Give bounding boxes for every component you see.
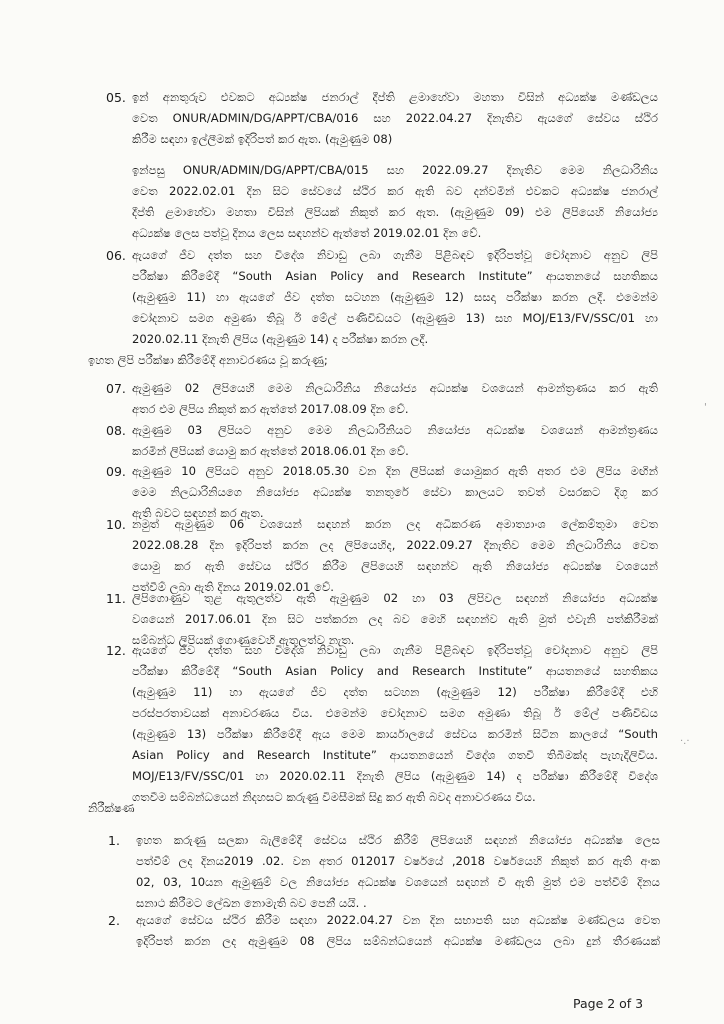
text-line: වෙත 2022.02.01 දින සිට සේවයේ ස්ථිර කර ඇති බව දන්වමින් එවකට අධ්‍යක්ෂ ජනරාල්: [132, 184, 658, 198]
paragraph-12: [98, 640, 658, 808]
findings-intro: ඉහත ලිපි පරීක්ෂා කිරීමේදී අනාවරණය වූ කරුණු;: [88, 353, 328, 367]
text-line: අතර එම ලිපිය නිකුත් කර ඇත්තේ 2017.08.09 දින වේ.: [132, 402, 409, 416]
text-line: වෙත ONUR/ADMIN/DG/APPT/CBA/016 සහ 2022.04.27 දිනැතිව ඇයගේ සේවය ස්ථිර: [132, 111, 658, 125]
paragraph-08: [98, 420, 658, 462]
observation-number: 1.: [108, 833, 120, 848]
page-number: Page 2 of 3: [573, 996, 644, 1011]
observation-2: [98, 910, 660, 952]
text-line: පත්වීම් ලබා ඇති දිනය 2019.02.01 වේ.: [132, 580, 334, 594]
text-line: කිරීම සඳහා ඉල්ලීමක් ඉදිරිපත් කර ඇත. (ඇමුණුම 08): [132, 132, 393, 146]
paragraph-05: [98, 87, 658, 244]
text-line: ඇමුණුම 10 ලිපියට අනුව 2018.05.30 වන දින ලිපියක් යොමුකර ඇති අතර එම ලිපිය මඟින්: [132, 464, 658, 478]
text-line: පරස්පරතාවයක් අනාවරණය විය. එමෙන්ම චෝදනාව සමග අමුණා තිබූ ඊ මේල් පණිවිඩය: [132, 706, 658, 720]
observation-1: [98, 830, 660, 914]
text-line: දීප්ති ළමාහේවා මහතා විසින් ලිපියක් නිකුත් කර ඇත. (ඇමුණුම 09) එම ලිපියෙහි නියෝජ්‍ය: [132, 205, 658, 219]
text-line: කරමින් ලිපියක් යොමු කර ඇත්තේ 2018.06.01 දින වේ.: [132, 444, 409, 458]
paragraph-07: [98, 378, 658, 420]
paragraph-06: [98, 245, 658, 350]
scan-mark: ·.·: [680, 736, 690, 747]
paragraph-number: 06.: [106, 248, 126, 263]
text-line: සනාථ කිරීමට ලේඛන නොමැති බව පෙනී යයි. .: [136, 896, 367, 910]
text-line: 02, 03, 10යන ඇමුණුම් වල නියෝජ්‍ය අධ්‍යක්ෂ වශයෙන් සඳහන් වී ඇති මුත් එම පත්වීම් දිනය: [136, 875, 660, 889]
paragraph-number: 11.: [106, 591, 126, 606]
paragraph-10: [98, 514, 658, 598]
paragraph-number: 07.: [106, 381, 126, 396]
text-line: ලිපිගොණුව තුළ ඇතුලත්ව ඇති ඇමුණුම 02 හා 03 ලිපිවල සඳහන් නියෝජ්‍ය අධ්‍යක්ෂ: [132, 591, 658, 605]
paragraph-number: 10.: [106, 517, 126, 532]
text-line: ඉන්පසු ONUR/ADMIN/DG/APPT/CBA/015 සහ 2022.09.27 දිනැතිව මෙම නිලධාරිනිය: [132, 163, 658, 177]
text-line: ඇමුණුම 02 ලිපියෙහි මෙම නිලධාරිනිය නියෝජ්‍ය අධ්‍යක්ෂ වශයෙන් ආමන්ත්‍රණය කර ඇති: [132, 381, 658, 395]
observation-number: 2.: [108, 913, 120, 928]
text-line: ඉන් අනතුරුව එවකට අධ්‍යක්ෂ ජනරාල් දීප්ති ළමාහේවා මහතා විසින් අධ්‍යක්ෂ මණ්ඩලය: [132, 90, 658, 104]
text-line: යොමු කර ඇති සේවය ස්ථිර කිරීම ලිපියෙහි සඳහන්ව ඇති නියෝජ්‍ය අධ්‍යක්ෂ වශයෙන්: [132, 559, 658, 573]
text-line: ඉහත කරුණු සලකා බැලීමේදී සේවය ස්ථිර කිරීම් ලිපියෙහි සඳහන් නියෝජ්‍ය අධ්‍යක්ෂ ලෙස: [136, 833, 660, 847]
text-line: පරීක්ෂා කිරීමේදී “South Asian Policy and Research Institute” ආයතනයේ සහතිකය: [132, 664, 658, 678]
text-line: ඇයගේ ජීව දත්ත සහ විදේශ නිවාඩු ලබා ගැනීම පිළිබඳව ඉදිරිපත්වූ චෝදනාව අනුව ලිපි: [132, 248, 658, 262]
text-line: 2022.08.28 දින ඉදිරිපත් කරන ලද ලිපියෙහිද, 2022.09.27 දිනැතිව මෙම නිලධාරිනිය වෙත: [132, 538, 658, 552]
text-line: MOJ/E13/FV/SSC/01 හා 2020.02.11 දිනැති ලිපිය (ඇමුණුම 14) ද පරීක්ෂා කිරීමේදී විදේශ: [132, 769, 658, 783]
text-line: මෙම නිලධාරිනියගෙ නියෝජ්‍ය අධ්‍යක්ෂ තනතුරේ සේවා කාලයට තවත් වසරකට දිගු කර: [132, 485, 658, 499]
text-line: පරීක්ෂා කිරීමේදී “South Asian Policy and Research Institute” ආයතනයේ සහතිකය: [132, 269, 658, 283]
paragraph-number: 05.: [106, 90, 126, 105]
text-line: ඇමුණුම 03 ලිපියට අනුව මෙම නිලධාරිනියට නියෝජ්‍ය අධ්‍යක්ෂ වශයෙන් ආමන්ත්‍රණය: [132, 423, 658, 437]
scan-mark: ': [704, 402, 707, 413]
text-line: 2020.02.11 දිනැති ලිපිය (ඇමුණුම 14) ද පරීක්ෂා කරන ලදී.: [132, 332, 429, 346]
observations-heading: නිරීක්ෂණ: [88, 801, 135, 815]
text-line: ඉදිරිපත් කරන ලද ඇමුණුම 08 ලිපිය සම්බන්ධයෙන් අධ්‍යක්ෂ මණ්ඩලය ලබා දුන් තීරණයක්: [136, 934, 660, 948]
text-line: සම්බන්ධ ලිපියක් ගොණුවෙහි ඇතුලත්ව නැත.: [132, 633, 355, 647]
text-line: වශයෙන් 2017.06.01 දින සිට පත්කරන ලද බව මෙහි සඳහන්ව ඇති මුත් එවැනි පත්කිරීමක්: [132, 612, 658, 626]
text-line: ගතවීම සම්බන්ධයෙන් නිදහසට කරුණු විමසීමක් සිදු කර ඇති බවද අනාවරණය විය.: [132, 790, 536, 804]
text-line: Asian Policy and Research Institute” ආයතනයෙන් විදේශ ගතවී තිබීමක්ද පැහැදිලිවිය.: [132, 748, 658, 762]
text-line: නමුත් ඇමුණුම 06 වශයෙන් සඳහන් කරන ලද අධිකරණ අමාත්‍යාංශ ලේකම්තුමා වෙත: [132, 517, 658, 531]
paragraph-number: 12.: [106, 643, 126, 658]
text-line: අධ්‍යක්ෂ ලෙස පත්වූ දිනය ලෙස සඳහන්ව ඇත්තේ 2019.02.01 දින වේ.: [132, 226, 482, 240]
text-line: (ඇමුණුම 11) හා ඇයගේ ජීව දත්ත සටහන (ඇමුණුම 12) සසදා පරීක්ෂා කරන ලදී. එමෙන්ම: [132, 290, 658, 304]
text-line: ඇයගේ ජීව දත්ත සහ විදේශ නිවාඩු ලබා ගැනීම පිළිබඳව ඉදිරිපත්වූ චෝදනාව අනුව ලිපි: [132, 643, 658, 657]
paragraph-number: 08.: [106, 423, 126, 438]
text-line: චෝදනාව සමග අමුණා තිබූ ඊ මේල් පණිවිඩයට (ඇමුණුම 13) සහ MOJ/E13/FV/SSC/01 හා: [132, 311, 658, 325]
text-line: (ඇමුණුම 11) හා ඇයගේ ජීව දත්ත සටහන (ඇමුණුම 12) පරීක්ෂා කිරීමේදී එහි: [132, 685, 658, 699]
text-line: (ඇමුණුම 13) පරීක්ෂා කිරීමේදී ඇය මෙම කාර්යාලයේ සේවය කරමින් සිටින කාලයේ “South: [132, 727, 658, 741]
text-line: ඇති බවට සඳහන් කර ඇත.: [132, 506, 264, 520]
text-line: පත්වීම් ලද දිනය2019 .02. වන අතර 012017 වර්ෂයේ ,2018 වර්ෂයෙහි නිකුත් කර ඇති අංක: [136, 854, 660, 868]
text-line: ඇයගේ සේවය ස්ථිර කිරීම සඳහා 2022.04.27 වන දින සභාපති සහ අධ්‍යක්ෂ මණ්ඩලය වෙත: [136, 913, 660, 927]
paragraph-number: 09.: [106, 464, 126, 479]
